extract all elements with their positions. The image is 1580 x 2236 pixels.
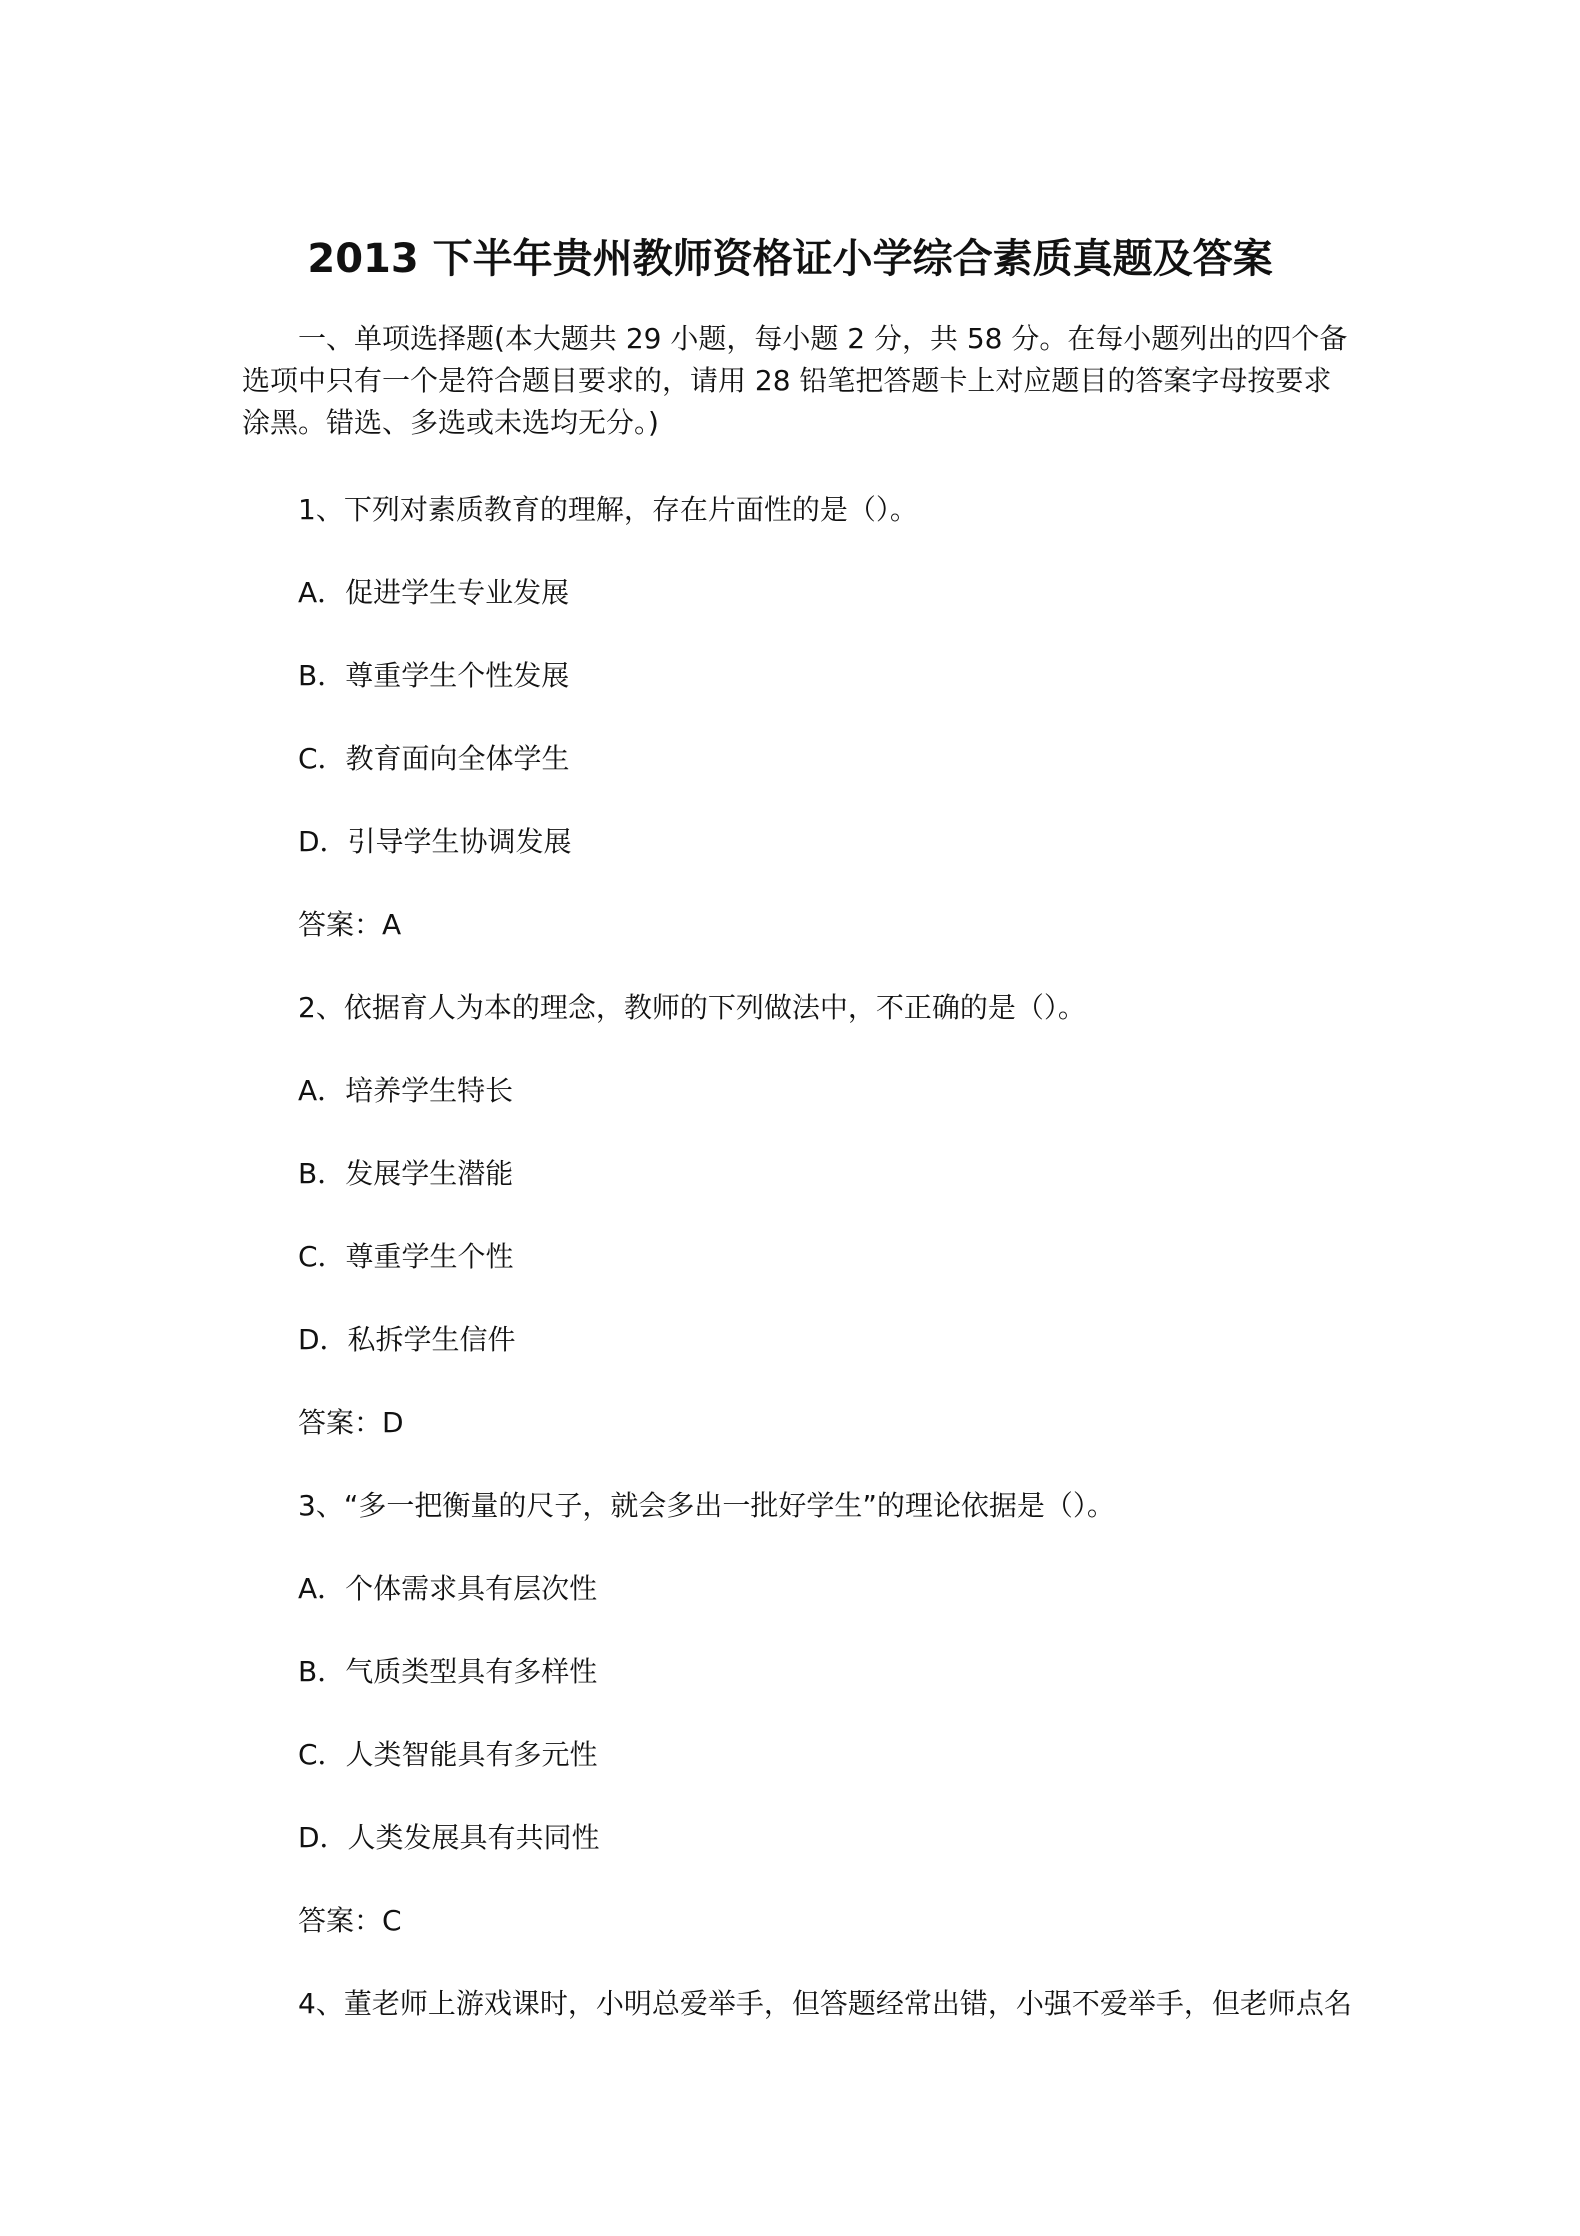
document-title: 2013 下半年贵州教师资格证小学综合素质真题及答案 <box>307 235 1273 282</box>
question-option: A．培养学生特长 <box>298 1074 514 1107</box>
question-answer: 答案：D <box>298 1406 404 1439</box>
question-answer: 答案：C <box>298 1904 402 1937</box>
question-option: C．教育面向全体学生 <box>298 742 570 775</box>
question-option: B．气质类型具有多样性 <box>298 1655 598 1688</box>
question-stem: 1、下列对素质教育的理解，存在片面性的是（）。 <box>298 493 918 526</box>
question-stem: 3、“多一把衡量的尺子，就会多出一批好学生”的理论依据是（）。 <box>298 1489 1115 1522</box>
question-option: C．尊重学生个性 <box>298 1240 514 1273</box>
question-answer: 答案：A <box>298 908 402 941</box>
question-option: A．促进学生专业发展 <box>298 576 570 609</box>
question-option: B．发展学生潜能 <box>298 1157 514 1190</box>
question-option: D．私拆学生信件 <box>298 1323 516 1356</box>
question-option: D．引导学生协调发展 <box>298 825 572 858</box>
section-intro: 一、单项选择题(本大题共 29 小题，每小题 2 分，共 58 分。在每小题列出的四个备选项中只有一个是符合题目要求的，请用 28 铅笔把答题卡上对应题目的答案字母按要求涂黑。错选、多选或未选均无分。) <box>242 322 1348 439</box>
question-stem: 4、董老师上游戏课时，小明总爱举手，但答题经常出错，小强不爱举手，但老师点名 <box>298 1987 1352 2020</box>
question-option: D．人类发展具有共同性 <box>298 1821 600 1854</box>
question-stem: 2、依据育人为本的理念，教师的下列做法中，不正确的是（）。 <box>298 991 1086 1024</box>
question-option: A．个体需求具有层次性 <box>298 1572 598 1605</box>
question-option: B．尊重学生个性发展 <box>298 659 570 692</box>
question-option: C．人类智能具有多元性 <box>298 1738 598 1771</box>
